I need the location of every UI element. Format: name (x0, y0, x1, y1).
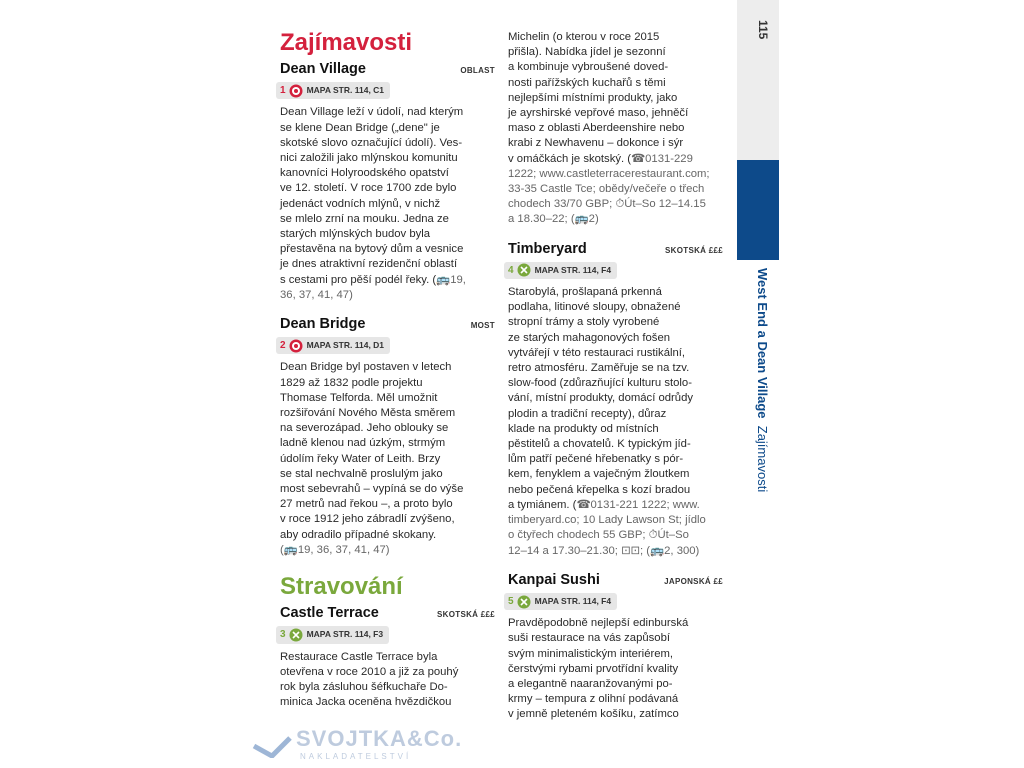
clock-icon: ⏱ (648, 529, 658, 542)
entry-header-dean-bridge (280, 317, 495, 333)
entry-type: MOST (470, 321, 495, 331)
opening-hours: Út–So 12–14.15 (624, 198, 706, 211)
text-line: přestavěna na bytový dům a vesnice (280, 243, 464, 256)
entry-header-kanpai (508, 573, 723, 589)
watermark-logo-icon (252, 728, 292, 758)
restaurant-icon (289, 628, 303, 642)
right-column (508, 30, 723, 723)
text-line: kanovníci Holyroodského opatství (280, 167, 449, 180)
opening-hours: 12–14 a 17.30–21.30; (508, 544, 618, 557)
text-line: přišla). Nabídka jídel je sezonní (508, 46, 666, 59)
phone-number: 0131-229 (645, 152, 693, 165)
bus-lines: 36, 37, 41, 47) (280, 288, 353, 301)
text-line (508, 528, 723, 543)
entry-text-castle-terrace-cont (508, 30, 723, 228)
map-reference-text: MAPA STR. 114, F4 (534, 264, 612, 275)
entry-text-kanpai (508, 616, 723, 722)
phone-icon: ☎ (576, 498, 591, 511)
entry-number: 4 (508, 264, 514, 276)
text-line: svým minimalistickým interiérem, (508, 647, 674, 660)
map-reference-text: MAPA STR. 114, F3 (306, 629, 384, 640)
text-fragment: v omáčkách je skotský. ( (508, 152, 632, 165)
page-number: 115 (756, 20, 770, 40)
clock-icon: ⏱ (615, 198, 625, 211)
section-title-eating: Stravování (280, 573, 403, 601)
text-line: se klene Dean Bridge („dene" je (280, 121, 440, 134)
text-line: a elegantně naaranžovanými po- (508, 677, 673, 690)
text-fragment: s cestami pro pěší podél řeky. ( (280, 273, 437, 286)
text-line: Pravděpodobně nejlepší edinburská (508, 617, 689, 630)
map-reference (276, 337, 390, 354)
entry-number: 3 (280, 629, 286, 641)
entry-type: SKOTSKÁ £££ (437, 610, 495, 620)
text-line: suši restaurace na vás zapůsobí (508, 632, 671, 645)
text-line: v roce 1912 jeho zábradlí zvýšeno, (280, 513, 455, 526)
text-line (508, 197, 723, 212)
text-line: lům patří pečené hřebenatky s pór- (508, 453, 684, 466)
bus-icon: 🚌 (574, 213, 589, 226)
sight-icon (289, 84, 303, 98)
entry-name: Kanpai Sushi (508, 571, 600, 588)
text-line: údolím řeky Water of Leith. Brzy (280, 452, 441, 465)
text-line: 12–14 a 17.30–21.30; ⊡⊡; (🚌2, 300) (508, 544, 700, 557)
text-line: krmy – tempura z olihní podávaná (508, 693, 679, 706)
text-line: Michelin (o kterou v roce 2015 (508, 31, 660, 43)
entry-name: Dean Village (280, 61, 366, 77)
text-line: 1829 až 1832 podle projektu (280, 376, 423, 389)
map-reference (504, 262, 617, 279)
text-line: Dean Bridge byl postaven v letech (280, 361, 452, 374)
text-line: Dean Village leží v údolí, nad kterým (280, 106, 464, 119)
entry-header-dean-village (280, 62, 495, 78)
entry-type: SKOTSKÁ £££ (665, 245, 723, 255)
text-line (280, 273, 495, 288)
text-line: se mlelo zrní na mouku. Jedna ze (280, 212, 449, 225)
opening-hours: a 18.30–22; (508, 213, 568, 226)
text-line: v jemně pleteném košíku, zatímco (508, 708, 679, 721)
text-line: na severozápad. Jeho oblouky se (280, 422, 449, 435)
entry-name: Dean Bridge (280, 316, 366, 333)
chapter-color-tab (737, 160, 779, 260)
bus-lines: 2, 300) (664, 544, 700, 557)
entry-type: OBLAST (460, 66, 495, 75)
text-line: retro atmosféru. Zaměřuje se na tzv. (508, 362, 690, 375)
map-reference (276, 626, 389, 643)
text-line: podlaha, litinové sloupy, obnažené (508, 301, 681, 314)
text-line: starých mlýnských budov byla (280, 228, 431, 241)
text-line: minica Jacka oceněna hvězdičkou (280, 696, 452, 709)
text-line: ladně klenou nad úzkým, strmým (280, 437, 446, 450)
publisher-watermark (252, 722, 463, 766)
bus-lines: 19, 36, 37, 41, 47) (297, 543, 390, 556)
entry-number: 2 (280, 340, 286, 352)
entry-number: 1 (280, 85, 286, 97)
bus-icon: 🚌 (650, 544, 665, 557)
text-line: a kombinuje vybroušené doved- (508, 61, 669, 74)
entry-header-castle-terrace (280, 606, 495, 622)
text-line: nebo pečená křepelka s kozí bradou (508, 483, 691, 496)
text-line: maso z oblasti Aberdeenshire nebo (508, 122, 685, 135)
text-line: most sebevrahů – vypíná se do výše (280, 483, 464, 496)
bus-icon: 🚌 (436, 273, 451, 286)
text-line: ze starých mahagonových fošen (508, 331, 671, 344)
text-line: otevřena v roce 2010 a již za pouhý (280, 665, 459, 678)
text-line: kem, fenyklem a vaječným žloutkem (508, 468, 690, 481)
entry-text-dean-village (280, 105, 495, 303)
text-line: rok byla zásluhou šéfkuchaře Do- (280, 680, 448, 693)
left-column (280, 0, 495, 710)
text-line: je dnes atraktivní rezidenční oblastí (280, 258, 458, 271)
sight-icon (289, 339, 303, 353)
wifi-icon: ⊡ (621, 544, 631, 557)
text-line: 27 metrů nad řekou –, a proto bylo (280, 498, 453, 511)
map-reference (504, 593, 617, 610)
map-reference-text: MAPA STR. 114, F4 (534, 595, 612, 606)
text-line: rozšiřování Nového Města směrem (280, 407, 456, 420)
text-fragment: a tymiánem. ( (508, 498, 577, 511)
entry-name: Timberyard (508, 240, 587, 257)
text-line: se stal nechvalně proslulým jako (280, 467, 443, 480)
section-title-sights: Zajímavosti (280, 29, 413, 56)
map-reference-text: MAPA STR. 114, D1 (306, 340, 385, 351)
price-info: chodech 33/70 GBP; (508, 198, 613, 211)
text-line: aby odradilo případné skokany. (280, 528, 437, 541)
entry-name: Castle Terrace (280, 605, 379, 622)
text-line (508, 498, 723, 513)
text-line: plodin a tradiční recepty), důraz (508, 407, 667, 420)
bus-lines: 2) (588, 213, 599, 226)
bus-icon: 🚌 (283, 543, 298, 556)
entry-text-dean-bridge (280, 360, 495, 558)
text-line: ve 12. století. V roce 1700 zde bylo (280, 182, 457, 195)
address-info: 33-35 Castle Tce; obědy/večeře o třech (508, 183, 705, 196)
phone-icon: ☎ (631, 152, 646, 165)
text-line: (🚌19, 36, 37, 41, 47) (280, 543, 390, 556)
bus-lines: 19, (450, 273, 466, 286)
text-line: pěstitelů a chovatelů. K typickým jíd- (508, 438, 691, 451)
entry-number: 5 (508, 595, 514, 607)
text-line: slow-food (zdůrazňující kulturu stolo- (508, 377, 692, 390)
text-line: Restaurace Castle Terrace byla (280, 650, 438, 663)
text-line (508, 152, 723, 167)
text-line: jedenáct vodních mlýnů, v nichž (280, 197, 441, 210)
text-line: krabi z Newhavenu – dokonce i sýr (508, 137, 684, 150)
text-line: klade na produkty od místních (508, 422, 659, 435)
text-line: nici založili jako mlýnskou komunitu (280, 152, 458, 165)
watermark-subtitle: NAKLADATELSTVÍ (300, 752, 412, 761)
text-line: je ayrshirské vepřové maso, jehněčí (508, 107, 689, 120)
opening-hours: Út–So (657, 529, 689, 542)
map-reference (276, 82, 390, 99)
phone-number: 0131-221 1222; www. (590, 498, 700, 511)
price-info: o čtyřech chodech 55 GBP; (508, 529, 646, 542)
family-icon: ⊡ (630, 544, 641, 557)
entry-type: JAPONSKÁ ££ (664, 576, 723, 586)
entry-header-timberyard (508, 242, 723, 258)
text-line: skotské slovo označující údolí). Ves- (280, 136, 463, 149)
text-line: nosti pařížských kuchařů s těmi (508, 76, 666, 89)
contact-info: timberyard.co; 10 Lady Lawson St; jídlo (508, 514, 706, 527)
text-line: Starobylá, prošlapaná prkenná (508, 286, 662, 299)
contact-info: 1222; www.castleterracerestaurant.com; (508, 167, 710, 180)
entry-text-timberyard (508, 285, 723, 559)
side-chapter-bold: West End a Dean Village (755, 268, 770, 419)
entry-text-castle-terrace (280, 650, 495, 711)
text-line: stropní trámy a stoly vyrobené (508, 316, 660, 329)
text-line: a 18.30–22; (🚌2) (508, 213, 599, 226)
text-line: Thomase Telforda. Měl umožnit (280, 391, 438, 404)
watermark-name: SVOJTKA&Co. (296, 726, 463, 751)
side-chapter-title (755, 268, 770, 492)
map-reference-text: MAPA STR. 114, C1 (306, 85, 385, 96)
text-line: nejlepšími místními produkty, jako (508, 91, 678, 104)
text-line: vání, místní produkty, domácí odrůdy (508, 392, 694, 405)
restaurant-icon (517, 263, 531, 277)
text-line: čerstvými rybami prvotřídní kvality (508, 662, 679, 675)
text-line: vytvářejí v této restauraci rustikální, (508, 346, 686, 359)
restaurant-icon (517, 595, 531, 609)
side-chapter-sub: Zajímavosti (755, 425, 770, 493)
